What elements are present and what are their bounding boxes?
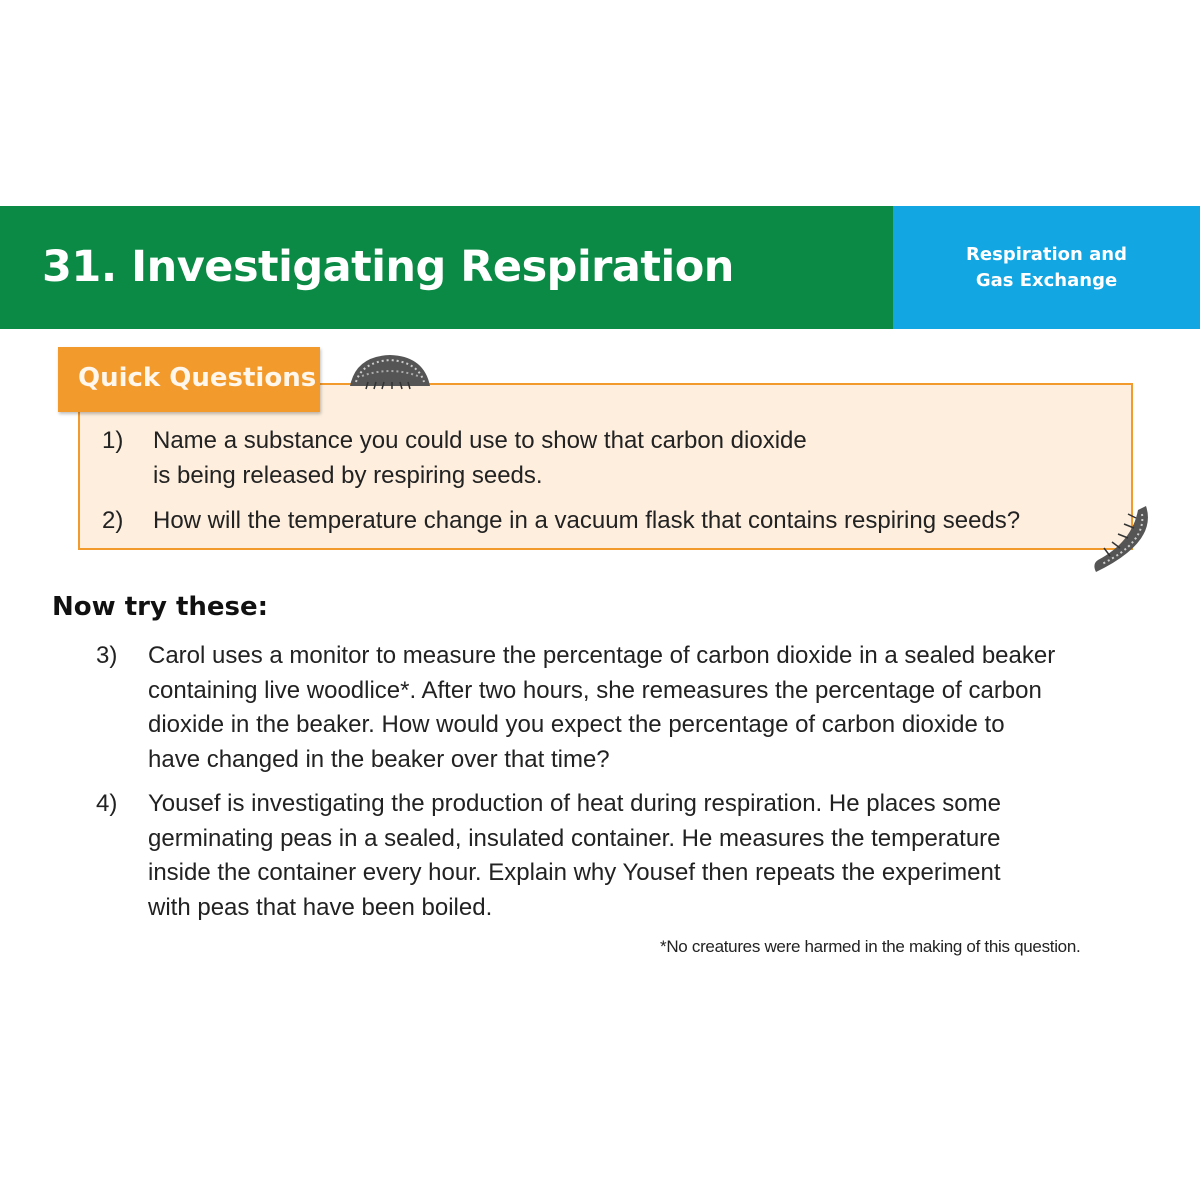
question-text: is being released by respiring seeds.	[153, 462, 543, 489]
question-text: How will the temperature change in a vacuum flask that contains respiring seeds?	[153, 507, 1021, 534]
question-number: 2)	[102, 507, 124, 534]
quick-questions-label: Quick Questions	[78, 363, 317, 393]
question-text: dioxide in the beaker. How would you expect the percentage of carbon dioxide to	[148, 711, 1005, 738]
question-text: with peas that have been boiled.	[148, 894, 493, 921]
woodlouse-icon	[346, 352, 434, 390]
quick-questions-tab	[58, 347, 320, 412]
title-banner	[0, 206, 893, 329]
topic-label	[893, 242, 1200, 294]
question-text: Name a substance you could use to show that carbon dioxide	[153, 427, 807, 454]
page-title: 31. Investigating Respiration	[42, 242, 734, 292]
question-text: have changed in the beaker over that time?	[148, 746, 610, 773]
footnote: *No creatures were harmed in the making of this question.	[660, 937, 1081, 956]
section-title: Now try these:	[52, 592, 269, 622]
woodlouse-icon	[1088, 502, 1156, 576]
chapter-header	[0, 206, 1200, 329]
question-text: inside the container every hour. Explain why Yousef then repeats the experiment	[148, 859, 1001, 886]
question-number: 1)	[102, 427, 124, 454]
topic-line-2: Gas Exchange	[975, 270, 1118, 291]
question-text: Yousef is investigating the production of heat during respiration. He places some	[148, 790, 1001, 817]
question-text: Carol uses a monitor to measure the percentage of carbon dioxide in a sealed beaker	[148, 642, 1056, 669]
topic-line-1: Respiration and	[966, 244, 1127, 265]
question-text: containing live woodlice*. After two hours, she remeasures the percentage of carbon	[148, 677, 1042, 704]
topic-banner	[893, 206, 1200, 329]
question-number: 3)	[96, 642, 118, 669]
question-text: germinating peas in a sealed, insulated container. He measures the temperature	[148, 825, 1001, 852]
question-number: 4)	[96, 790, 118, 817]
